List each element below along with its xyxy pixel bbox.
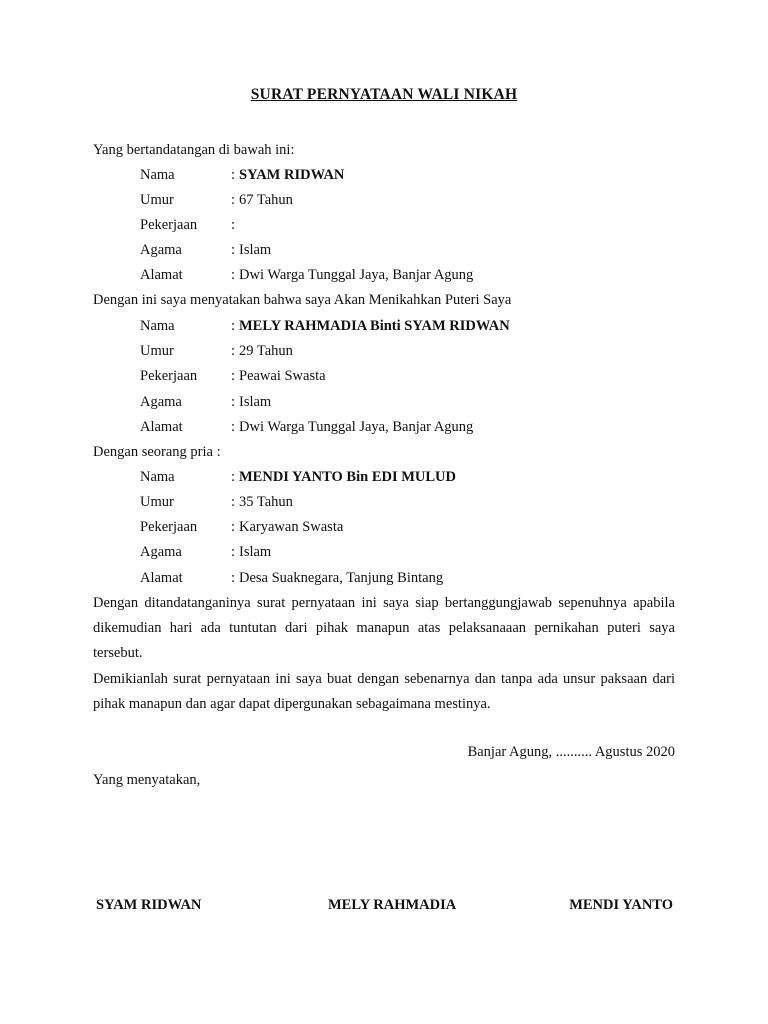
field-label: Nama bbox=[140, 167, 175, 183]
signature-name-left: SYAM RIDWAN bbox=[96, 897, 202, 913]
field-colon: : bbox=[231, 217, 236, 233]
field-label: Alamat bbox=[140, 419, 183, 435]
person3-pekerjaan-value: Karyawan Swasta bbox=[239, 519, 344, 535]
document-title: SURAT PERNYATAAN WALI NIKAH bbox=[250, 86, 518, 103]
person2-agama-value: Islam bbox=[239, 394, 272, 410]
field-label: Nama bbox=[140, 318, 175, 334]
statement-line-1: Dengan ini saya menyatakan bahwa saya Akan Menikahkan Puteri Saya bbox=[93, 292, 512, 308]
field-colon: : bbox=[231, 519, 236, 535]
person1-nama-value: SYAM RIDWAN bbox=[239, 167, 345, 183]
field-label: Nama bbox=[140, 469, 175, 485]
field-colon: : bbox=[231, 368, 236, 384]
statement-line-2: Dengan seorang pria : bbox=[93, 444, 221, 460]
field-colon: : bbox=[231, 494, 236, 510]
person3-umur-value: 35 Tahun bbox=[239, 494, 293, 510]
field-label: Umur bbox=[140, 192, 174, 208]
field-label: Pekerjaan bbox=[140, 217, 198, 233]
person3-agama-value: Islam bbox=[239, 544, 272, 560]
signature-name-right: MENDI YANTO bbox=[569, 897, 673, 913]
field-colon: : bbox=[231, 242, 236, 258]
field-label: Alamat bbox=[140, 570, 183, 586]
signature-name-center: MELY RAHMADIA bbox=[328, 897, 457, 913]
field-colon: : bbox=[231, 267, 236, 283]
responsibility-paragraph: Dengan ditandatanganinya surat pernyataan ini saya siap bertanggungjawab sepenuhnya apabila dikemudian hari ada tuntutan dari pihak manapun atas pelaksanaaan pernikahan puteri saya tersebut. bbox=[93, 595, 675, 661]
person2-umur-value: 29 Tahun bbox=[239, 343, 293, 359]
closing-salutation: Yang menyatakan, bbox=[93, 772, 201, 788]
field-colon: : bbox=[231, 192, 236, 208]
field-colon: : bbox=[231, 469, 236, 485]
field-label: Umur bbox=[140, 343, 174, 359]
field-colon: : bbox=[231, 394, 236, 410]
field-colon: : bbox=[231, 343, 236, 359]
field-colon: : bbox=[231, 167, 236, 183]
person1-alamat-value: Dwi Warga Tunggal Jaya, Banjar Agung bbox=[239, 267, 474, 283]
field-label: Umur bbox=[140, 494, 174, 510]
field-colon: : bbox=[231, 419, 236, 435]
field-label: Alamat bbox=[140, 267, 183, 283]
closing-paragraph: Demikianlah surat pernyataan ini saya buat dengan sebenarnya dan tanpa ada unsur paksaan dari pihak manapun dan agar dapat dipergunakan sebagaimana mestinya. bbox=[93, 671, 675, 712]
field-colon: : bbox=[231, 570, 236, 586]
person1-umur-value: 67 Tahun bbox=[239, 192, 293, 208]
person3-alamat-value: Desa Suaknegara, Tanjung Bintang bbox=[239, 570, 444, 586]
field-colon: : bbox=[231, 318, 236, 334]
person3-nama-value: MENDI YANTO Bin EDI MULUD bbox=[239, 469, 456, 485]
field-label: Pekerjaan bbox=[140, 519, 198, 535]
field-label: Agama bbox=[140, 394, 182, 410]
field-label: Pekerjaan bbox=[140, 368, 198, 384]
person2-pekerjaan-value: Peawai Swasta bbox=[239, 368, 326, 384]
person1-agama-value: Islam bbox=[239, 242, 272, 258]
place-date: Banjar Agung, .......... Agustus 2020 bbox=[467, 744, 675, 760]
intro-line: Yang bertandatangan di bawah ini: bbox=[93, 142, 295, 158]
field-colon: : bbox=[231, 544, 236, 560]
field-label: Agama bbox=[140, 242, 182, 258]
field-label: Agama bbox=[140, 544, 182, 560]
person2-nama-value: MELY RAHMADIA Binti SYAM RIDWAN bbox=[239, 318, 510, 334]
person2-alamat-value: Dwi Warga Tunggal Jaya, Banjar Agung bbox=[239, 419, 474, 435]
